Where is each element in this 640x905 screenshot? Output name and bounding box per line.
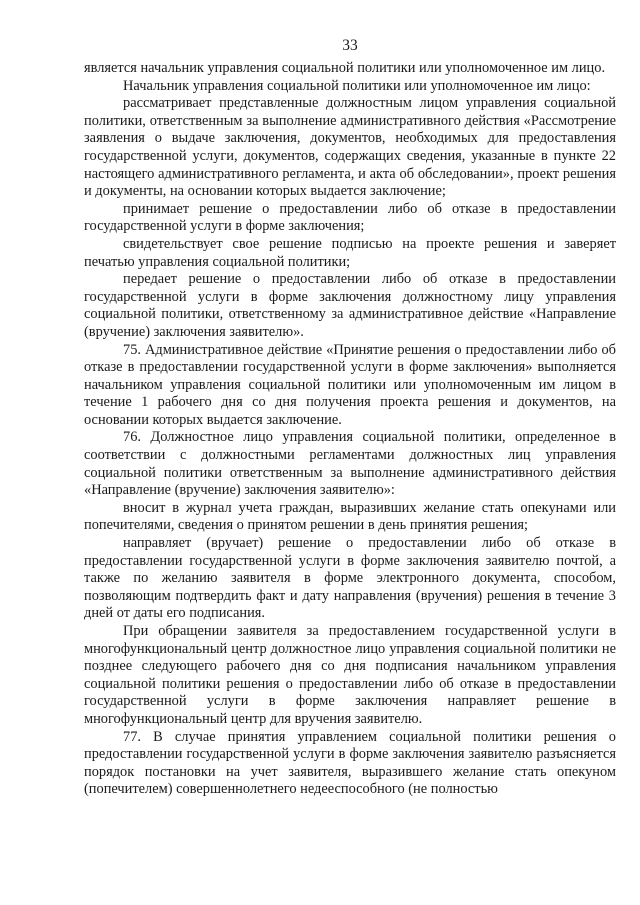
paragraph-item-77: 77. В случае принятия управлением социальной политики решения о предоставлении государственной услуги в форме заключения заявителю разъясняется порядок постановки на учет заявителя, выразившего желание стать опекуном (попечителем) совершеннолетнего недееспособного (не полностью: [84, 728, 616, 798]
paragraph-signs-decision: свидетельствует свое решение подписью на проекте решения и заверяет печатью управления социальной политики;: [84, 235, 616, 270]
page-number: 33: [342, 37, 358, 54]
paragraph-continuation: является начальник управления социальной политики или уполномоченное им лицо.: [84, 60, 606, 76]
paragraph-item-76: 76. Должностное лицо управления социальной политики, определенное в соответствии с должностными регламентами должностных лиц управления социальной политики ответственным за выполнение административного действия «Направление (вручение) заключения заявителю»:: [84, 429, 616, 499]
paragraph-mfc-request: При обращении заявителя за предоставлением государственной услуги в многофункциональный центр должностное лицо управления социальной политики не позднее следующего рабочего дня со дня подписания начальником управления социальной политики решения о предоставлении либо об отказе в предоставлении государственной услуги в форме заключения направляет решение в многофункциональный центр для вручения заявителю.: [84, 623, 616, 727]
paragraph-item-75: 75. Административное действие «Принятие решения о предоставлении либо об отказе в предоставлении государственной услуги в форме заключения» выполняется начальником управления социальной политики или уполномоченным им лицом в течение 1 рабочего дня со дня получения проекта решения и документов, на основании которых выдается заключение.: [84, 341, 616, 428]
paragraph-sends-decision: направляет (вручает) решение о предоставлении либо об отказе в предоставлении государственной услуги в форме заключения заявителю почтой, а также по желанию заявителя в форме электронного документа, способом, позволяющим подтвердить факт и дату направления (вручения) решения в течение 3 дней от даты его подписания.: [84, 535, 616, 622]
paragraph-transfers-decision: передает решение о предоставлении либо об отказе в предоставлении государственной услуги в форме заключения должностному лицу управления социальной политики, ответственному за административное действие «Направление (вручение) заключения заявителю».: [84, 271, 616, 340]
paragraph-head-authority: Начальник управления социальной политики или уполномоченное им лицо:: [123, 77, 591, 94]
paragraph-reviews-draft: рассматривает представленные должностным лицом управления социальной политики, ответственным за выполнение административного действия «Рассмотрение заявления о выдаче заключения, документов, необходимых для предоставления государственной услуги, документов, содержащих сведения, указанные в пункте 22 настоящего административного регламента, и акта об обследовании», проект решения и документы, на основании которых выдается заключение;: [84, 95, 616, 200]
paragraph-makes-decision: принимает решение о предоставлении либо об отказе в предоставлении государственной услуги в форме заключения;: [84, 200, 616, 235]
document-body: [84, 60, 616, 799]
paragraph-journal-entry: вносит в журнал учета граждан, выразивших желание стать опекунами или попечителями, сведения о принятом решении в день принятия решения;: [84, 499, 616, 534]
